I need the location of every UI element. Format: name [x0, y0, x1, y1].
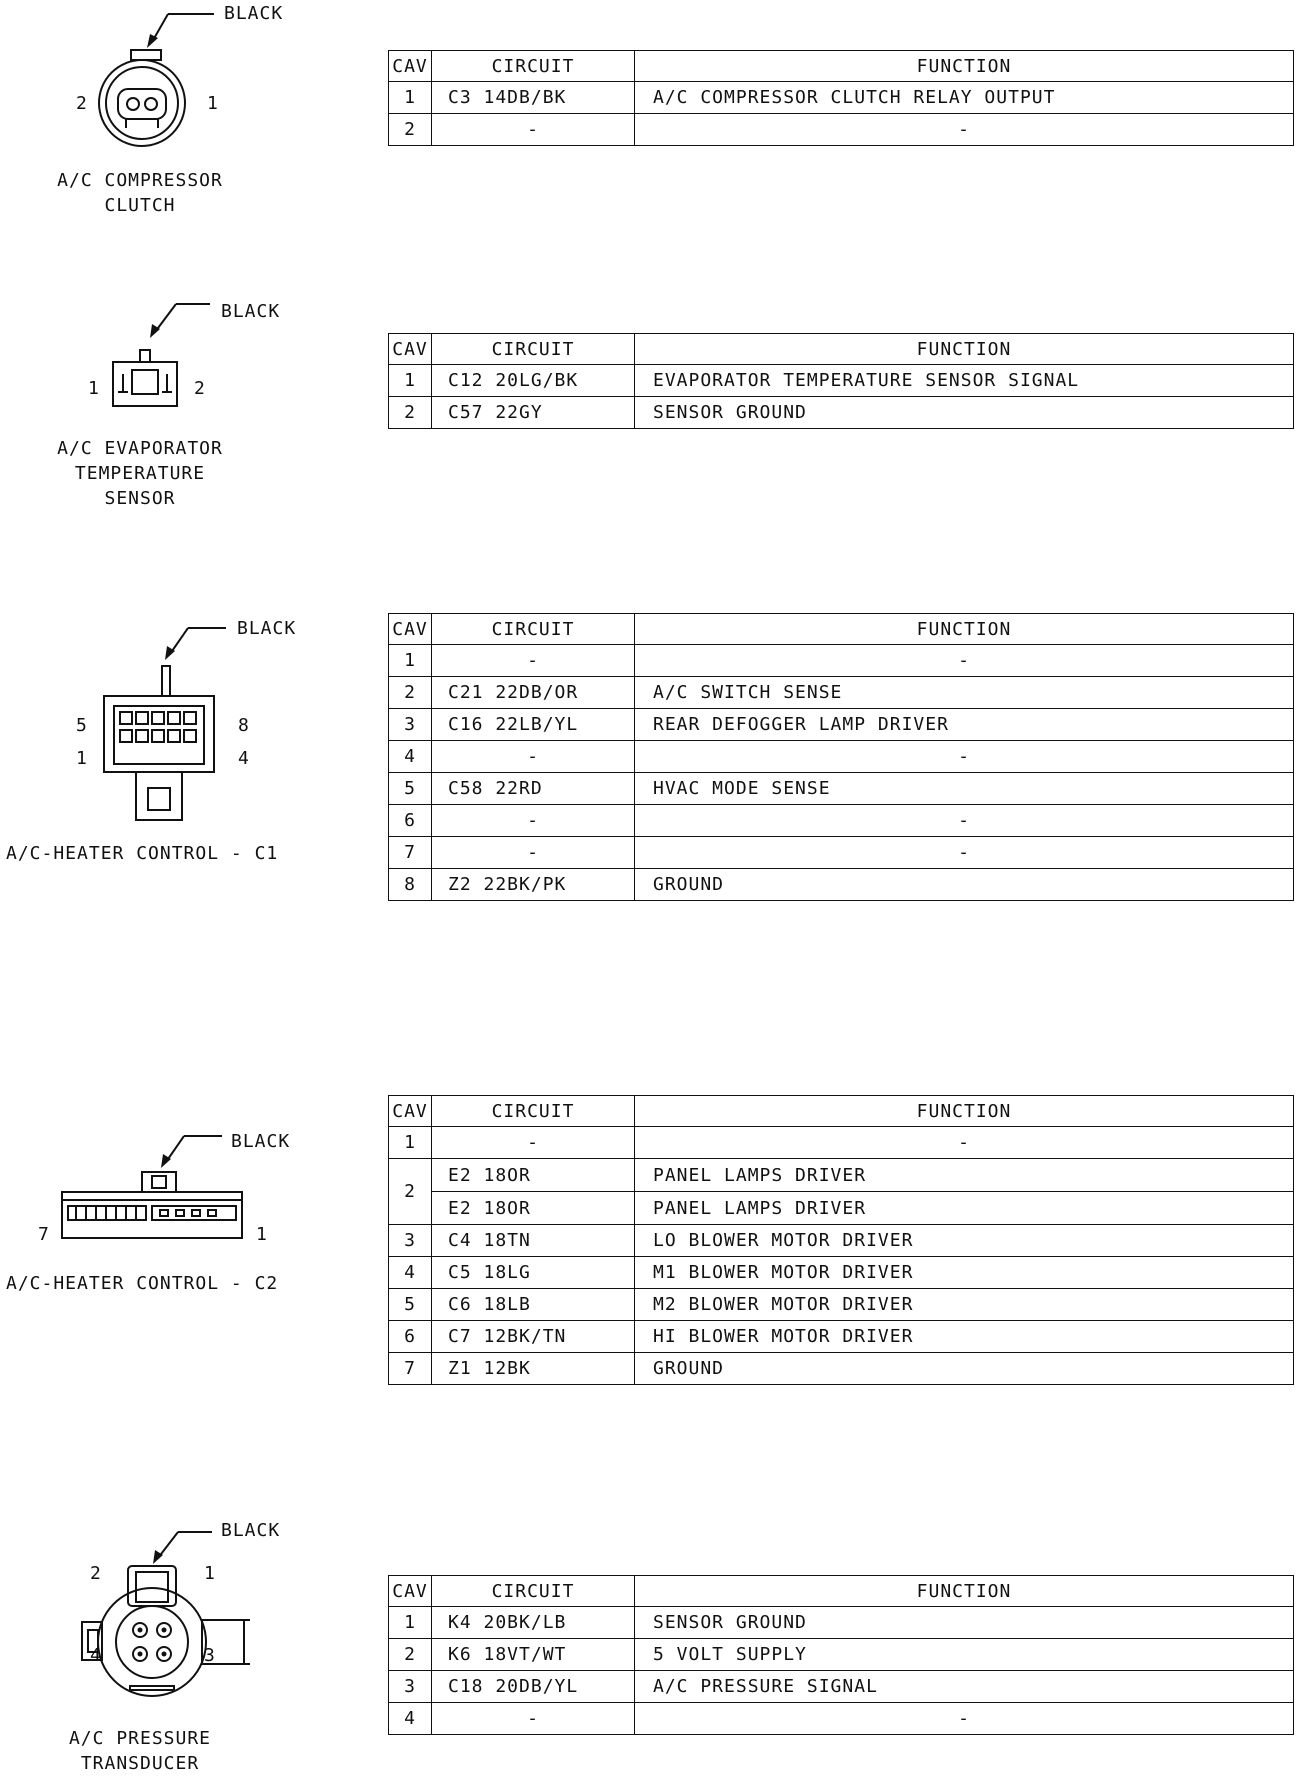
cav-cell: 6	[389, 1321, 432, 1353]
function-cell: -	[635, 1127, 1294, 1159]
table-row	[389, 741, 1294, 773]
table-row	[389, 397, 1294, 429]
header-circuit: CIRCUIT	[432, 1096, 635, 1127]
cav-cell: 4	[389, 1257, 432, 1289]
table-row	[389, 1321, 1294, 1353]
function-cell: A/C SWITCH SENSE	[635, 677, 1294, 709]
connector-name-line: SENSOR	[104, 488, 176, 509]
table-header-row	[389, 614, 1294, 645]
cav-cell: 3	[389, 1225, 432, 1257]
header-cav: CAV	[389, 1576, 432, 1607]
table-header-row	[389, 1096, 1294, 1127]
table-row	[389, 1225, 1294, 1257]
circuit-cell: -	[432, 741, 635, 773]
circuit-cell: -	[432, 114, 635, 146]
function-cell: PANEL LAMPS DRIVER	[635, 1159, 1294, 1192]
header-circuit: CIRCUIT	[432, 614, 635, 645]
pin-label: 1	[256, 1224, 267, 1245]
function-cell: M2 BLOWER MOTOR DRIVER	[635, 1289, 1294, 1321]
function-cell: REAR DEFOGGER LAMP DRIVER	[635, 709, 1294, 741]
header-function: FUNCTION	[635, 1096, 1294, 1127]
heater-control-c1-connector-icon	[0, 610, 300, 820]
function-cell: LO BLOWER MOTOR DRIVER	[635, 1225, 1294, 1257]
cav-cell: 7	[389, 1353, 432, 1385]
function-cell: A/C COMPRESSOR CLUTCH RELAY OUTPUT	[635, 82, 1294, 114]
circuit-cell: C5 18LG	[432, 1257, 635, 1289]
function-cell: HI BLOWER MOTOR DRIVER	[635, 1321, 1294, 1353]
header-function: FUNCTION	[635, 614, 1294, 645]
circuit-cell: C12 20LG/BK	[432, 365, 635, 397]
table-row	[389, 114, 1294, 146]
pin-label: 1	[76, 748, 87, 769]
circuit-cell: Z1 12BK	[432, 1353, 635, 1385]
circuit-cell: C21 22DB/OR	[432, 677, 635, 709]
color-label: BLACK	[221, 301, 281, 322]
color-label: BLACK	[237, 618, 297, 639]
header-circuit: CIRCUIT	[432, 1576, 635, 1607]
table-row	[389, 1159, 1294, 1192]
cav-cell: 2	[389, 677, 432, 709]
connector-name-line: CLUTCH	[104, 195, 176, 216]
circuit-cell: C4 18TN	[432, 1225, 635, 1257]
cav-cell: 6	[389, 805, 432, 837]
circuit-cell: C16 22LB/YL	[432, 709, 635, 741]
circuit-cell: -	[432, 1127, 635, 1159]
table-row	[389, 365, 1294, 397]
function-cell: -	[635, 741, 1294, 773]
cav-cell: 2	[389, 114, 432, 146]
function-cell: GROUND	[635, 869, 1294, 901]
cav-cell: 1	[389, 1607, 432, 1639]
table-row	[389, 1192, 1294, 1225]
function-cell: SENSOR GROUND	[635, 1607, 1294, 1639]
header-function: FUNCTION	[635, 334, 1294, 365]
function-cell: HVAC MODE SENSE	[635, 773, 1294, 805]
function-cell: -	[635, 805, 1294, 837]
pin-label: 1	[207, 93, 218, 114]
table-row	[389, 1639, 1294, 1671]
circuit-cell: C3 14DB/BK	[432, 82, 635, 114]
connector-name: A/C-HEATER CONTROL - C1	[6, 843, 279, 864]
table-row	[389, 805, 1294, 837]
table-header-row	[389, 51, 1294, 82]
circuit-cell: C7 12BK/TN	[432, 1321, 635, 1353]
circuit-cell: E2 18OR	[432, 1159, 635, 1192]
circuit-cell: -	[432, 645, 635, 677]
header-cav: CAV	[389, 1096, 432, 1127]
table-row	[389, 1607, 1294, 1639]
cav-cell: 1	[389, 645, 432, 677]
header-function: FUNCTION	[635, 1576, 1294, 1607]
pin-label: 2	[194, 378, 205, 399]
function-cell: A/C PRESSURE SIGNAL	[635, 1671, 1294, 1703]
connector-name-line: A/C COMPRESSOR	[57, 170, 223, 191]
function-cell: PANEL LAMPS DRIVER	[635, 1192, 1294, 1225]
circuit-cell: E2 18OR	[432, 1192, 635, 1225]
table-row	[389, 1353, 1294, 1385]
connector-name-line: TEMPERATURE	[74, 463, 206, 484]
cav-cell: 5	[389, 773, 432, 805]
cav-cell: 2	[389, 1159, 432, 1225]
header-cav: CAV	[389, 614, 432, 645]
table-header-row	[389, 334, 1294, 365]
table-row	[389, 1671, 1294, 1703]
color-label: BLACK	[224, 3, 284, 24]
circuit-cell: -	[432, 805, 635, 837]
table-header-row	[389, 1576, 1294, 1607]
connector-name-line: A/C EVAPORATOR	[57, 438, 223, 459]
circuit-cell: C6 18LB	[432, 1289, 635, 1321]
pin-label: 4	[238, 748, 249, 769]
table-row	[389, 869, 1294, 901]
cav-cell: 1	[389, 82, 432, 114]
pin-label: 8	[238, 715, 249, 736]
table-row	[389, 1703, 1294, 1735]
cav-cell: 3	[389, 1671, 432, 1703]
pinout-table-heater-control-c1	[388, 613, 1294, 901]
pin-label: 2	[76, 93, 87, 114]
pinout-table-heater-control-c2	[388, 1095, 1294, 1385]
function-cell: -	[635, 837, 1294, 869]
function-cell: GROUND	[635, 1353, 1294, 1385]
circuit-cell: C57 22GY	[432, 397, 635, 429]
color-label: BLACK	[231, 1131, 291, 1152]
function-cell: M1 BLOWER MOTOR DRIVER	[635, 1257, 1294, 1289]
header-circuit: CIRCUIT	[432, 334, 635, 365]
table-row	[389, 1257, 1294, 1289]
header-cav: CAV	[389, 334, 432, 365]
cav-cell: 4	[389, 741, 432, 773]
color-label: BLACK	[221, 1520, 281, 1541]
table-row	[389, 837, 1294, 869]
pinout-table-pressure-transducer	[388, 1575, 1294, 1735]
connector-name: A/C-HEATER CONTROL - C2	[6, 1273, 279, 1294]
table-row	[389, 82, 1294, 114]
circuit-cell: Z2 22BK/PK	[432, 869, 635, 901]
cav-cell: 1	[389, 1127, 432, 1159]
header-cav: CAV	[389, 51, 432, 82]
pin-label: 7	[38, 1224, 49, 1245]
circuit-cell: K4 20BK/LB	[432, 1607, 635, 1639]
table-row	[389, 645, 1294, 677]
cav-cell: 7	[389, 837, 432, 869]
pin-label: 1	[204, 1563, 215, 1584]
connector-name	[30, 436, 250, 511]
pinout-table-evaporator-sensor	[388, 333, 1294, 429]
pin-label: 3	[204, 1645, 215, 1666]
function-cell: 5 VOLT SUPPLY	[635, 1639, 1294, 1671]
pin-label: 2	[90, 1563, 101, 1584]
cav-cell: 2	[389, 1639, 432, 1671]
cav-cell: 1	[389, 365, 432, 397]
header-circuit: CIRCUIT	[432, 51, 635, 82]
function-cell: EVAPORATOR TEMPERATURE SENSOR SIGNAL	[635, 365, 1294, 397]
circuit-cell: C18 20DB/YL	[432, 1671, 635, 1703]
pinout-table-compressor-clutch	[388, 50, 1294, 146]
table-row	[389, 773, 1294, 805]
circuit-cell: -	[432, 837, 635, 869]
connector-name	[30, 1726, 250, 1776]
table-row	[389, 709, 1294, 741]
function-cell: -	[635, 114, 1294, 146]
cav-cell: 2	[389, 397, 432, 429]
connector-name	[30, 168, 250, 218]
function-cell: -	[635, 645, 1294, 677]
circuit-cell: K6 18VT/WT	[432, 1639, 635, 1671]
circuit-cell: C58 22RD	[432, 773, 635, 805]
connector-name-line: TRANSDUCER	[80, 1753, 200, 1774]
header-function: FUNCTION	[635, 51, 1294, 82]
table-row	[389, 1127, 1294, 1159]
cav-cell: 3	[389, 709, 432, 741]
cav-cell: 8	[389, 869, 432, 901]
table-row	[389, 1289, 1294, 1321]
function-cell: SENSOR GROUND	[635, 397, 1294, 429]
connector-name-line: A/C PRESSURE	[68, 1728, 212, 1749]
cav-cell: 4	[389, 1703, 432, 1735]
function-cell: -	[635, 1703, 1294, 1735]
circuit-cell: -	[432, 1703, 635, 1735]
pin-label: 1	[88, 378, 99, 399]
pin-label: 5	[76, 715, 87, 736]
pin-label: 4	[90, 1645, 101, 1666]
cav-cell: 5	[389, 1289, 432, 1321]
table-row	[389, 677, 1294, 709]
